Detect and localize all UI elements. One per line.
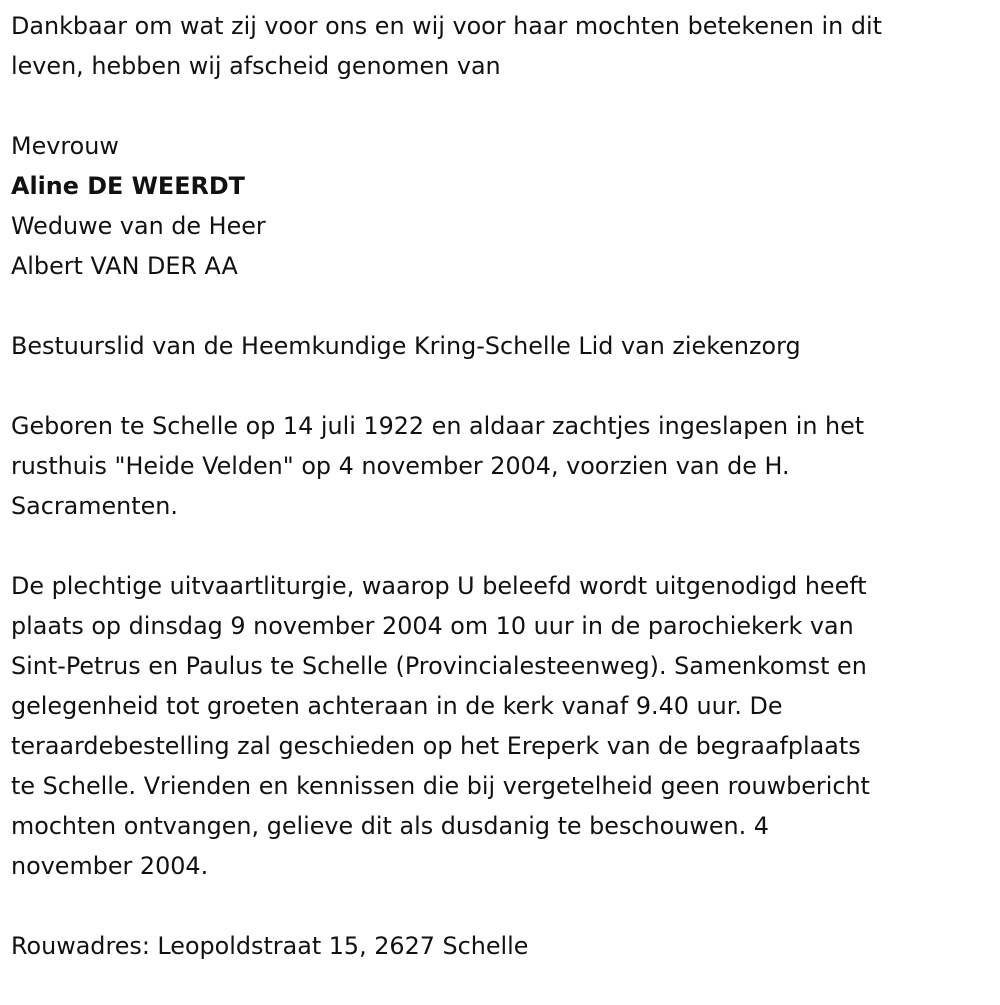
spacer (11, 286, 1000, 326)
ceremony-line-3: Sint-Petrus en Paulus te Schelle (Provincialesteenweg). Samenkomst en (11, 652, 867, 680)
deceased-block (11, 126, 1000, 286)
spacer (11, 366, 1000, 406)
ceremony-line-5: teraardebestelling zal geschieden op het Ereperk van de begraafplaats (11, 732, 861, 760)
ceremony-line-6: te Schelle. Vrienden en kennissen die bij vergetelheid geen rouwbericht (11, 772, 870, 800)
relation-text: Weduwe van de Heer (11, 212, 266, 240)
spacer (11, 886, 1000, 926)
intro-line-1: Dankbaar om wat zij voor ons en wij voor haar mochten betekenen in dit (11, 12, 882, 40)
ceremony-line-2: plaats op dinsdag 9 november 2004 om 10 uur in de parochiekerk van (11, 612, 854, 640)
membership-text: Bestuurslid van de Heemkundige Kring-Schelle Lid van ziekenzorg (11, 332, 801, 360)
spacer (11, 526, 1000, 566)
ceremony-line-4: gelegenheid tot groeten achteraan in de kerk vanaf 9.40 uur. De (11, 692, 783, 720)
spacer (11, 86, 1000, 126)
intro-line-2: leven, hebben wij afscheid genomen van (11, 52, 501, 80)
ceremony-paragraph (11, 566, 1000, 886)
ceremony-line-7: mochten ontvangen, gelieve dit als dusdanig te beschouwen. 4 (11, 812, 769, 840)
ceremony-line-1: De plechtige uitvaartliturgie, waarop U beleefd wordt uitgenodigd heeft (11, 572, 867, 600)
ceremony-line-8: november 2004. (11, 852, 209, 880)
birth-death-line-1: Geboren te Schelle op 14 juli 1922 en aldaar zachtjes ingeslapen in het (11, 412, 865, 440)
intro-paragraph (11, 6, 1000, 86)
spouse-name: Albert VAN DER AA (11, 252, 238, 280)
birth-death-line-2: rusthuis "Heide Velden" op 4 november 2004, voorzien van de H. (11, 452, 790, 480)
salutation: Mevrouw (11, 132, 119, 160)
mourning-address: Rouwadres: Leopoldstraat 15, 2627 Schelle (11, 932, 529, 960)
birth-death-paragraph (11, 406, 1000, 526)
deceased-name: Aline DE WEERDT (11, 172, 245, 200)
birth-death-line-3: Sacramenten. (11, 492, 178, 520)
